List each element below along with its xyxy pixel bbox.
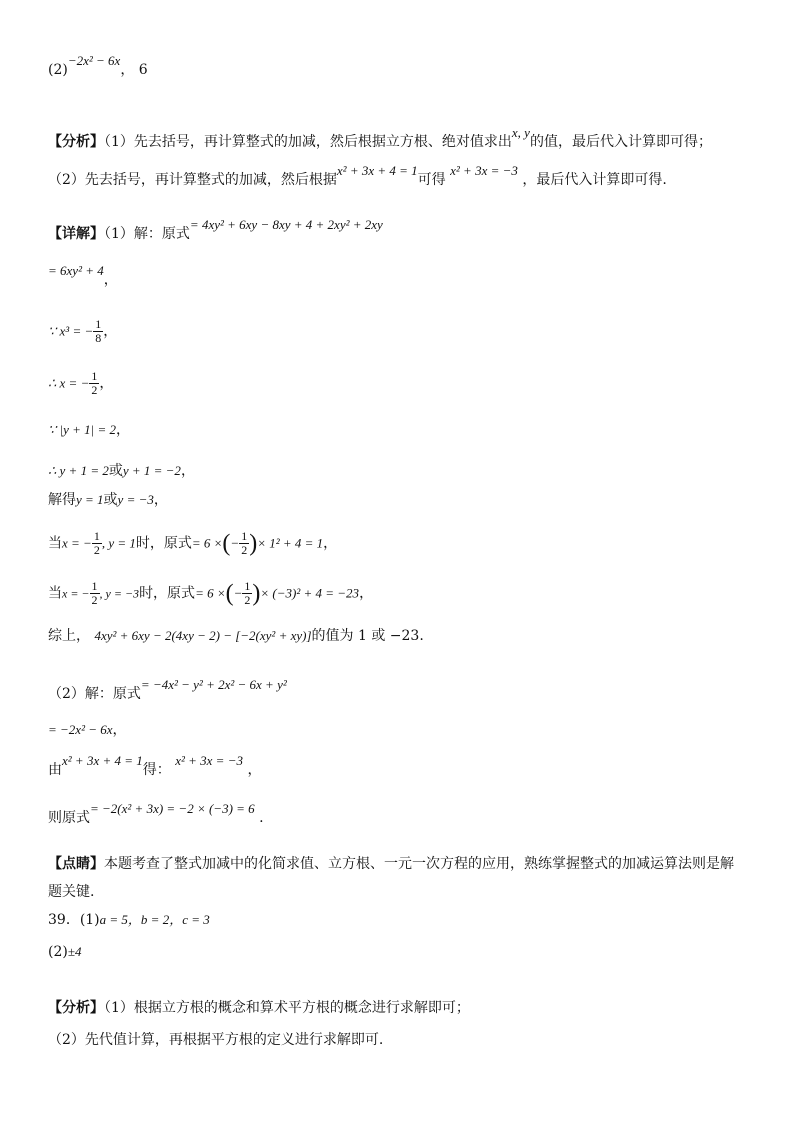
denominator: 2 — [241, 543, 248, 557]
q39-part1 — [48, 910, 210, 930]
paren-close: ) — [252, 580, 261, 607]
math-expr: , y = −3 — [99, 586, 140, 601]
text: （1）根据立方根的概念和算术平方根的概念进行求解即可； — [104, 1000, 470, 1016]
text: 得： — [142, 762, 171, 778]
analysis-line-1 — [48, 125, 712, 152]
punct: ， — [115, 422, 130, 438]
q39-analysis-line-1 — [48, 998, 470, 1018]
step-8: 当x = − $\frac{1}{2}$ , y = −3时，原式= 6 ×(− $\frac{1}{2}$ )× (−3)² + 4 = −23， — [48, 579, 374, 607]
math-expr: , y = 1 — [101, 535, 136, 551]
part2-step-1 — [48, 720, 127, 740]
step-4 — [48, 420, 130, 440]
text: 当 — [48, 535, 62, 552]
numerator: 1 — [241, 529, 248, 543]
comment-tag: 【点睛】 — [48, 856, 104, 872]
math-expr: ∵ x³ = − — [48, 323, 94, 339]
punct: ， — [153, 492, 168, 508]
math-expr: −2x² − 6x — [67, 53, 121, 68]
fraction — [93, 318, 103, 345]
separator: ， — [120, 62, 135, 78]
punct: ， — [247, 762, 262, 778]
text: （2）解：原式 — [48, 686, 141, 702]
step-2 — [48, 318, 117, 345]
fraction — [92, 530, 102, 557]
text: ，最后代入计算即可得. — [522, 172, 667, 188]
text: 时，原式 — [139, 585, 196, 602]
detail-tag: 【详解】 — [48, 226, 104, 242]
punct: ， — [180, 463, 195, 479]
denominator: 2 — [91, 593, 98, 607]
math-expr: x = − — [62, 586, 90, 601]
text: 由 — [48, 762, 62, 778]
math-expr: y = −3 — [117, 492, 154, 507]
text: 的值，最后代入计算即可得； — [529, 134, 712, 150]
fraction — [239, 530, 249, 557]
math-expr: = −4x² − y² + 2x² − 6x + y² — [140, 677, 287, 692]
math-expr: x² + 3x = −3 — [450, 163, 518, 178]
text: 可得 — [417, 172, 446, 188]
math-expr: × (−3)² + 4 = −23 — [260, 585, 360, 601]
math-expr: = 6 × — [195, 585, 226, 601]
step-9 — [48, 626, 424, 646]
math-expr: ∴ x = − — [48, 375, 90, 391]
answer-value: 6 — [138, 62, 148, 78]
math-expr: ∴ y + 1 = 2 — [48, 463, 109, 478]
math-expr: = 6 × — [191, 535, 223, 551]
text: （2）先代值计算，再根据平方根的定义进行求解即可. — [48, 1032, 384, 1048]
text: 题关键. — [48, 884, 95, 900]
text: 的值为 1 或 −23 — [311, 628, 420, 644]
analysis-line-2 — [48, 163, 667, 190]
math-expr: = −2x² − 6x — [48, 722, 113, 737]
math-expr: = 4xy² + 6xy − 8xy + 4 + 2xy² + 2xy — [189, 217, 383, 232]
q39-analysis-line-2 — [48, 1030, 383, 1050]
fraction — [90, 580, 100, 607]
analysis-tag: 【分析】 — [48, 134, 104, 150]
math-expr: x² + 3x = −3 — [175, 753, 243, 768]
q39-part2 — [48, 942, 81, 962]
punct: ， — [112, 722, 127, 738]
text: 综上， — [48, 628, 90, 644]
math-expr: = −2(x² + 3x) = −2 × (−3) = 6 — [90, 801, 255, 816]
part2-line — [48, 677, 287, 704]
math-expr: × 1² + 4 = 1 — [257, 535, 324, 551]
step-1 — [48, 263, 118, 290]
answer-part2-line — [48, 53, 148, 80]
math-expr: x, y — [511, 125, 530, 140]
numerator: 1 — [91, 579, 98, 593]
text: 时，原式 — [135, 535, 192, 552]
math-expr: y = 1 — [76, 492, 104, 507]
numerator: 1 — [93, 529, 100, 543]
text: 解得 — [48, 492, 76, 508]
punct: ， — [99, 375, 114, 392]
numerator: 1 — [95, 317, 102, 331]
text: 则原式 — [48, 810, 90, 826]
part-label: (2) — [48, 944, 68, 960]
part2-step-3 — [48, 801, 264, 828]
part-label: (2) — [48, 62, 68, 78]
part2-step-2 — [48, 753, 262, 780]
punct: ， — [103, 323, 118, 340]
question-number: 39．(1) — [48, 912, 100, 928]
math-expr: x = − — [62, 535, 92, 551]
detail-line — [48, 217, 383, 244]
text: 或 — [108, 463, 123, 479]
punct: . — [419, 628, 424, 644]
analysis-tag: 【分析】 — [48, 1000, 104, 1016]
math-expr: x² + 3x + 4 = 1 — [62, 753, 143, 768]
punct: ， — [103, 272, 118, 288]
math-expr: y + 1 = −2 — [122, 463, 181, 478]
comment-line-2 — [48, 882, 94, 902]
denominator: 8 — [95, 331, 102, 345]
denominator: 2 — [91, 383, 98, 397]
punct: ， — [323, 535, 338, 552]
punct: . — [259, 810, 264, 826]
math-expr: ±4 — [67, 944, 82, 959]
text: 当 — [48, 585, 62, 602]
math-expr: 4xy² + 6xy − 2(4xy − 2) − [−2(xy² + xy)] — [94, 628, 312, 643]
punct: ， — [359, 585, 374, 602]
denominator: 2 — [244, 593, 251, 607]
step-5 — [48, 461, 195, 481]
text: 本题考查了整式加减中的化简求值、立方根、一元一次方程的应用，熟练掌握整式的加减运算法则是解 — [104, 856, 734, 872]
math-expr: x² + 3x + 4 = 1 — [336, 163, 418, 178]
math-expr: = 6xy² + 4 — [48, 263, 104, 278]
paren-open: ( — [222, 530, 231, 557]
step-7: 当x = − $\frac{1}{2}$ , y = 1时，原式= 6 ×(− $\frac{1}{2}$ )× 1² + 4 = 1， — [48, 529, 338, 557]
numerator: 1 — [91, 369, 98, 383]
numerator: 1 — [244, 579, 251, 593]
step-6 — [48, 490, 168, 510]
denominator: 2 — [93, 543, 100, 557]
math-expr: a = 5，b = 2，c = 3 — [99, 912, 210, 927]
text: （2）先去括号，再计算整式的加减，然后根据 — [48, 172, 337, 188]
text: 或 — [103, 492, 118, 508]
math-expr: ∵ |y + 1| = 2 — [48, 422, 116, 437]
comment-line-1 — [48, 854, 734, 874]
text: （1）解：原式 — [104, 226, 190, 242]
fraction — [242, 580, 252, 607]
text: （1）先去括号，再计算整式的加减，然后根据立方根、绝对值求出 — [104, 134, 512, 150]
paren-open: ( — [225, 580, 234, 607]
paren-close: ) — [249, 530, 258, 557]
fraction — [89, 370, 99, 397]
step-3 — [48, 370, 113, 397]
